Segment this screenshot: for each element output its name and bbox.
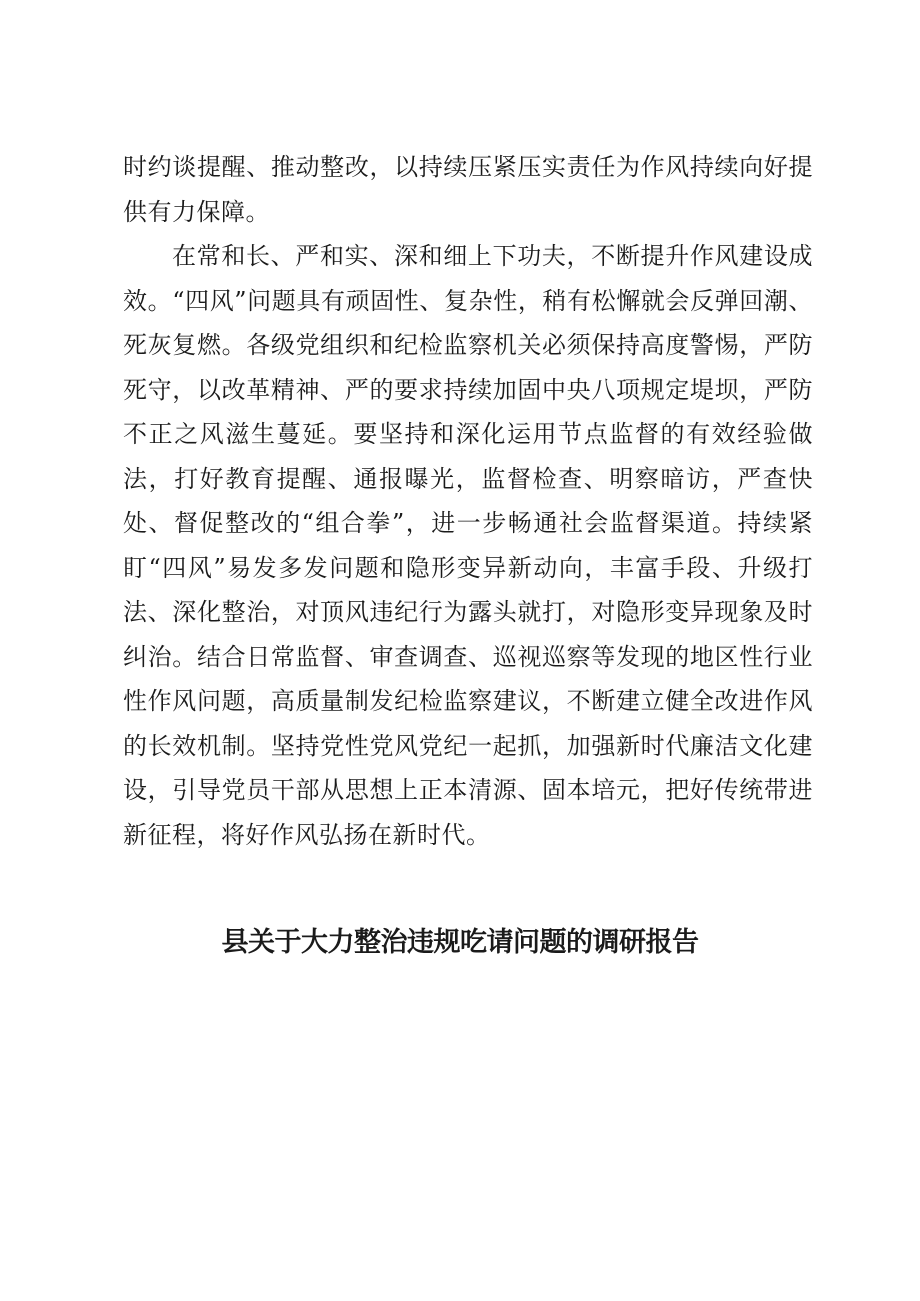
- body-text: [123, 145, 813, 857]
- section-heading: 县关于大力整治违规吃请问题的调研报告: [221, 927, 699, 958]
- paragraph-continuation: 时约谈提醒、推动整改，以持续压紧压实责任为作风持续向好提供有力保障。: [123, 153, 813, 226]
- paragraph-work-style: 在常和长、严和实、深和细上下功夫，不断提升作风建设成效。“四风”问题具有顽固性、复杂性，稍有松懈就会反弹回潮、死灰复燃。各级党组织和纪检监察机关必须保持高度警惕，严防死守，以改革精神、严的要求持续加固中央八项规定堤坝，严防不正之风滋生蔓延。要坚持和深化运用节点监督的有效经验做法，打好教育提醒、通报曝光，监督检查、明察暗访，严查快处、督促整改的“组合拳”，进一步畅通社会监督渠道。持续紧盯“四风”易发多发问题和隐形变异新动向，丰富手段、升级打法、深化整治，对顶风违纪行为露头就打，对隐形变异现象及时纠治。结合日常监督、审查调查、巡视巡察等发现的地区性行业性作风问题，高质量制发纪检监察建议，不断建立健全改进作风的长效机制。坚持党性党风党纪一起抓，加强新时代廉洁文化建设，引导党员干部从思想上正本清源、固本培元，把好传统带进新征程，将好作风弘扬在新时代。: [123, 242, 813, 849]
